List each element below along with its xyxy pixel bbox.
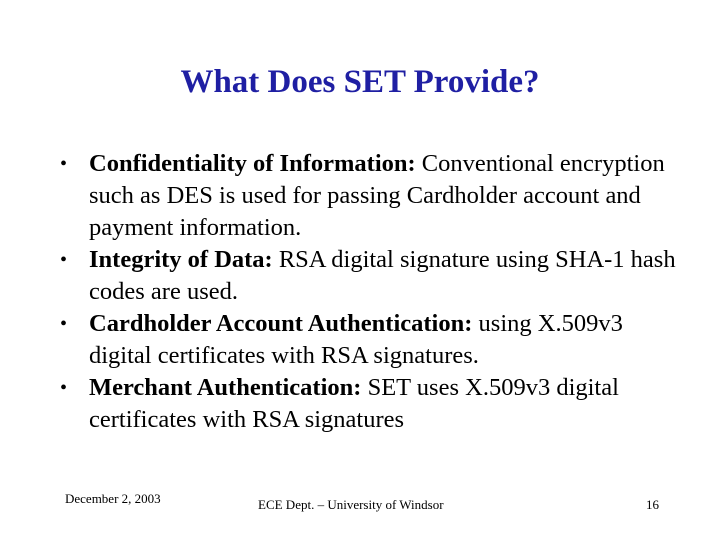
bullet-text: RSA digital signature using SHA-1 hash codes are used.: [89, 246, 676, 305]
bullet-text: Conventional encryption such as DES is used for passing Cardholder account and payment information.: [89, 150, 665, 241]
bullet-list: [56, 148, 676, 436]
footer-page-number: 16: [646, 497, 659, 512]
bullet-item-merchant-auth: [56, 372, 676, 436]
bullet-marker: •: [60, 313, 68, 335]
bullet-item-integrity: [56, 244, 676, 308]
bullet-text: using X.509v3 digital certificates with RSA signatures.: [89, 310, 623, 369]
bullet-term: Confidentiality of Information:: [89, 150, 416, 177]
bullet-term: Integrity of Data:: [89, 246, 273, 273]
footer-date: December 2, 2003: [65, 491, 161, 506]
bullet-marker: •: [60, 377, 68, 399]
bullet-item-confidentiality: [56, 148, 676, 244]
footer-department: ECE Dept. – University of Windsor: [258, 497, 444, 512]
slide-title: What Does SET Provide?: [180, 64, 540, 100]
bullet-text: SET uses X.509v3 digital certificates with RSA signatures: [89, 374, 619, 433]
bullet-term: Cardholder Account Authentication:: [89, 310, 473, 337]
bullet-marker: •: [60, 153, 68, 175]
bullet-item-cardholder-auth: [56, 308, 676, 372]
bullet-term: Merchant Authentication:: [89, 374, 362, 401]
bullet-marker: •: [60, 249, 68, 271]
